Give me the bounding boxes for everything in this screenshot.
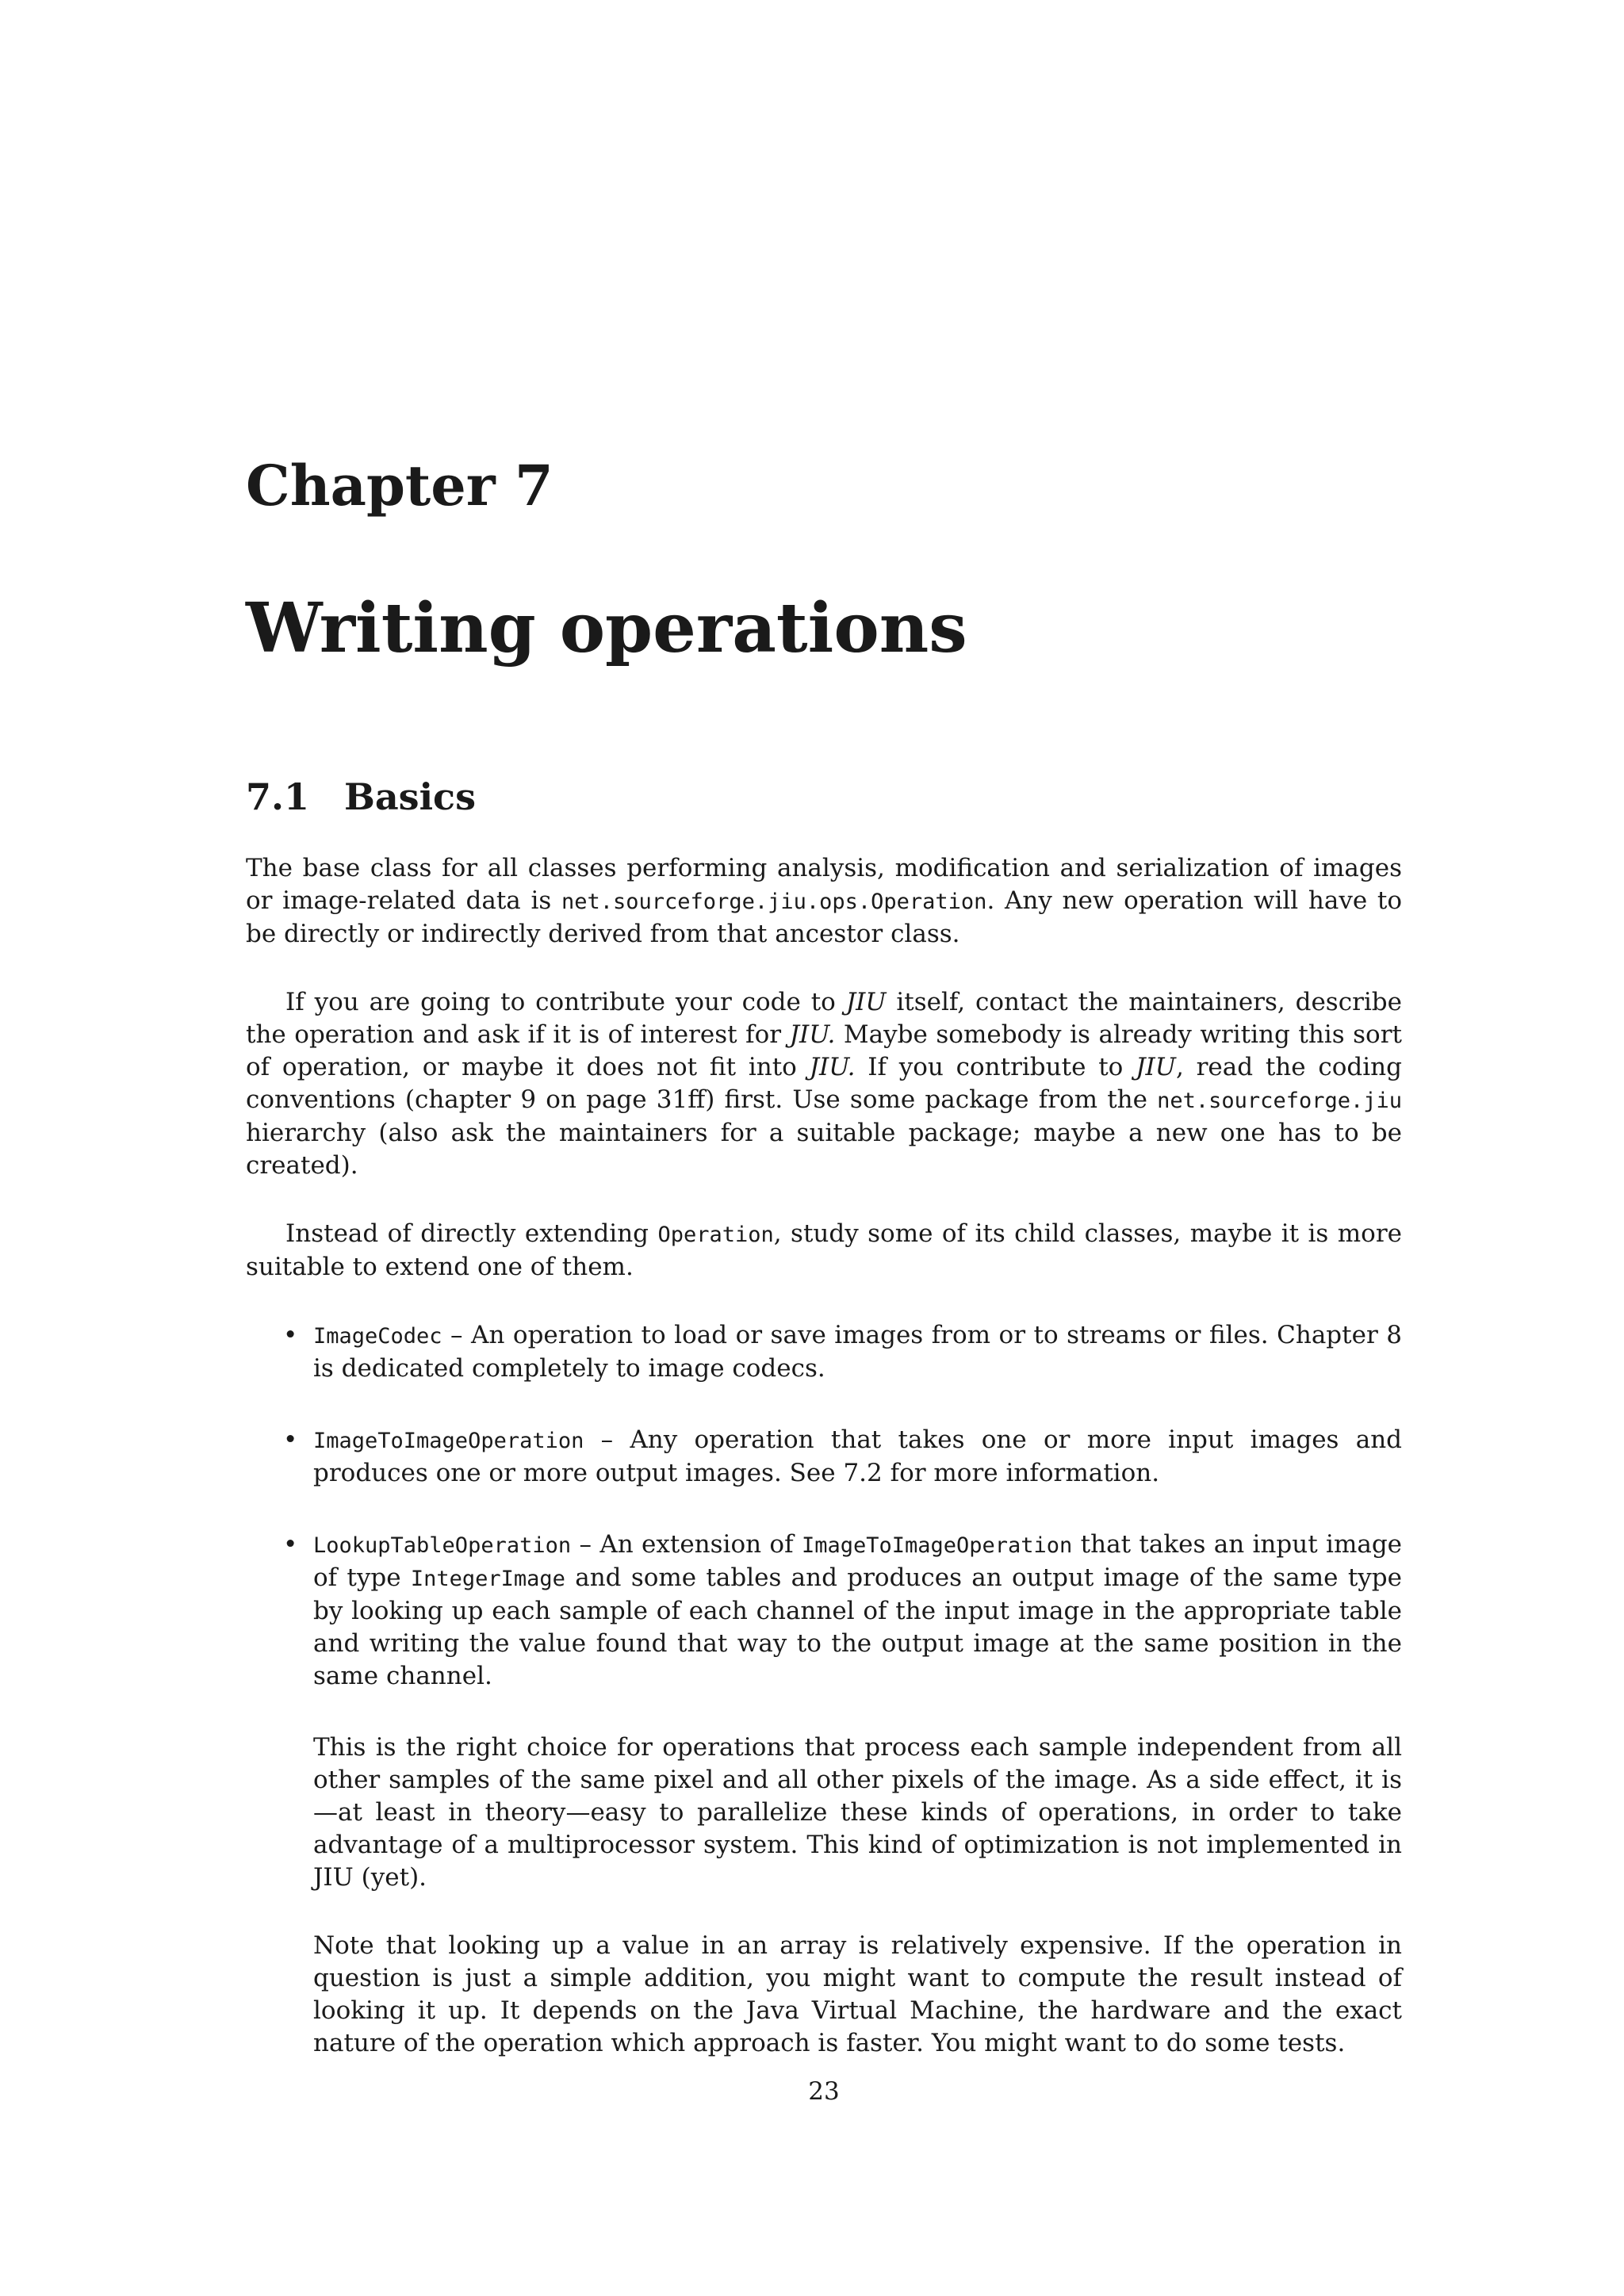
text-run: hierarchy (also ask the maintainers for a suitable package; maybe a new one has to be created). xyxy=(246,1119,1402,1180)
bullet-icon: • xyxy=(283,1321,298,1349)
section-title: Basics xyxy=(344,775,476,818)
text-run: . Any new operation will have to be directly or indirectly derived from that ancestor class. xyxy=(246,886,1402,948)
list-item xyxy=(283,1529,1403,1693)
inline-code: net.sourceforge.jiu.ops.Operation xyxy=(561,890,987,914)
text-run: , read the coding conventions (chapter 9 on page 31ff) first. Use some package from the xyxy=(246,1053,1402,1114)
text-run: If you contribute to xyxy=(855,1053,1136,1081)
emphasis: JIU xyxy=(845,988,887,1016)
text-run: that takes an input image of type xyxy=(313,1530,1403,1592)
text-run: – Any operation that takes one or more input images and produces one or more output images. See 7.2 for more information. xyxy=(313,1425,1402,1487)
text-run: and some tables and produces an output image of the same type by looking up each sample of each channel of the input image in the appropriate table and writing the value found that way to the output image at the same position in the same channel. xyxy=(313,1563,1402,1690)
class-name: ImageToImageOperation xyxy=(313,1429,584,1453)
paragraph-lookup-cost: Note that looking up a value in an array is relatively expensive. If the operation in question is just a simple addition, you might want to compute the result instead of looking it up. It depends on the Java Virtual Machine, the hardware and the exact nature of the operation which approach is faster. You might want to do some tests. xyxy=(313,1931,1402,2057)
body-text xyxy=(246,852,1402,2095)
section-heading xyxy=(246,775,476,818)
paragraph-contribute xyxy=(246,986,1402,1182)
class-name: ImageCodec xyxy=(313,1324,442,1349)
bullet-icon: • xyxy=(283,1530,298,1559)
text-run: Instead of directly extending xyxy=(285,1219,658,1248)
paragraph-lookup-choice: This is the right choice for operations that process each sample independent from all other samples of the same pixel and all other pixels of the image. As a side effect, it is—at least in theory—easy to parallelize these kinds of operations, in order to take advantage of a multiprocessor system. This kind of optimization is not implemented in JIU (yet). xyxy=(313,1733,1402,1892)
class-name: IntegerImage xyxy=(410,1567,565,1591)
operation-class-list xyxy=(246,1319,1402,1693)
text-run: , study some of its child classes, maybe it is more suitable to extend one of them. xyxy=(246,1219,1402,1281)
text-run: The base class for all classes performing analysis, modification and serialization of images or image-related data is xyxy=(246,854,1402,915)
chapter-title: Writing operations xyxy=(246,588,967,668)
section-number: 7.1 xyxy=(246,775,310,818)
text-run: Maybe somebody is already writing this sort of operation, or maybe it does not fit into xyxy=(246,1020,1402,1081)
emphasis: JIU. xyxy=(789,1020,836,1049)
document-page xyxy=(246,0,1402,2296)
chapter-label: Chapter 7 xyxy=(246,453,553,519)
class-name: LookupTableOperation xyxy=(313,1533,572,1558)
bullet-icon: • xyxy=(283,1425,298,1454)
emphasis: JIU xyxy=(1136,1053,1176,1081)
page-number: 23 xyxy=(808,2077,840,2106)
text-run: – An extension of xyxy=(571,1530,802,1559)
text-run: itself, contact the maintainers, describe the operation and ask if it is of interest for xyxy=(246,988,1402,1049)
emphasis: JIU. xyxy=(809,1053,856,1081)
paragraph-child-classes xyxy=(246,1218,1402,1284)
inline-code: Operation xyxy=(657,1223,774,1247)
inline-code: net.sourceforge.jiu xyxy=(1157,1089,1402,1113)
text-run: – An operation to load or save images from or to streams or files. Chapter 8 is dedicated completely to image codecs. xyxy=(313,1321,1402,1383)
list-item xyxy=(283,1424,1402,1490)
text-run: If you are going to contribute your code to xyxy=(285,988,846,1016)
list-item xyxy=(283,1319,1402,1385)
paragraph-intro xyxy=(246,852,1402,951)
class-name: ImageToImageOperation xyxy=(801,1533,1073,1558)
